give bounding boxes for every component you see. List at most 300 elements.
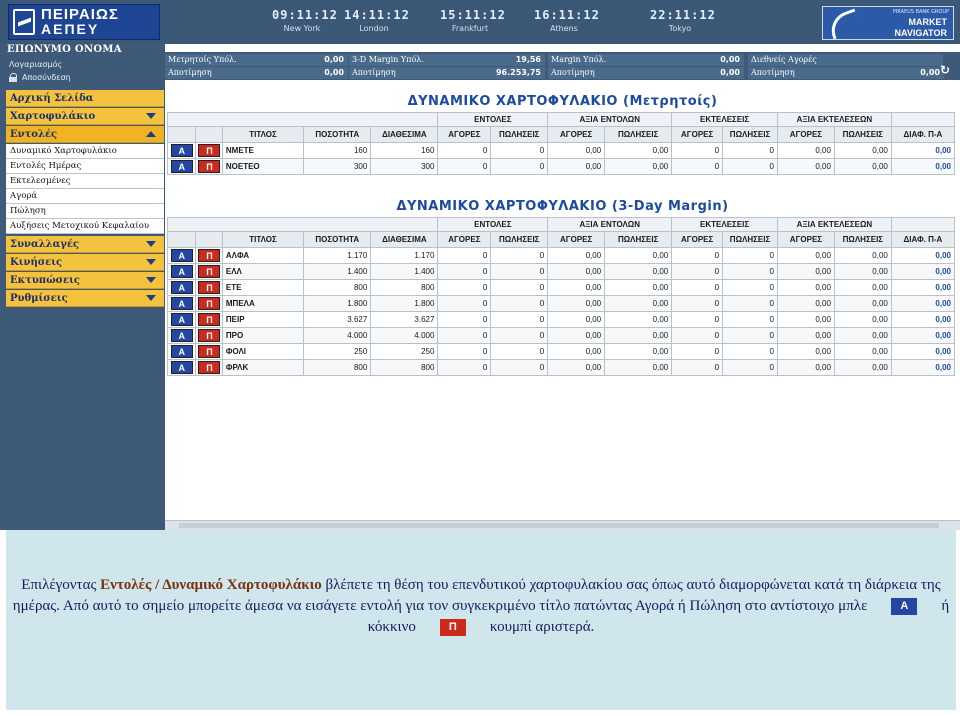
summary-label: Διεθνείς Αγορές: [748, 54, 943, 66]
column-header[interactable]: ΑΓΟΡΕΣ: [777, 127, 834, 143]
symbol-cell: ΦΟΛΙ: [222, 344, 303, 360]
world-clock: [534, 8, 600, 33]
margin-portfolio-table: [167, 217, 955, 376]
value-cell: 0: [672, 280, 723, 296]
menu-settings-label: Ρυθμίσεις: [10, 292, 68, 304]
value-cell: 0: [438, 248, 491, 264]
caption-part: Επιλέγοντας: [21, 577, 101, 593]
menu-settings[interactable]: [6, 290, 164, 307]
table-row: [168, 248, 955, 264]
clock-time: 16:11:12: [534, 8, 600, 22]
column-header[interactable]: ΠΟΣΟΤΗΤΑ: [304, 127, 371, 143]
value-cell: 0,00: [777, 248, 834, 264]
symbol-cell: ΝΟΕΤΕΟ: [222, 159, 303, 175]
world-clock: [272, 8, 338, 33]
summary-label: Αποτίμηση: [165, 67, 325, 79]
summary-label: Αποτίμηση: [548, 67, 703, 79]
value-cell: 0,00: [548, 248, 605, 264]
value-cell: 0: [491, 360, 548, 376]
value-cell: 0,00: [891, 360, 954, 376]
value-cell: 0,00: [605, 296, 672, 312]
column-header[interactable]: ΤΙΤΛΟΣ: [222, 232, 303, 248]
summary-value: 0,00: [865, 67, 944, 79]
value-cell: 1.800: [304, 296, 371, 312]
clock-time: 22:11:12: [650, 8, 716, 22]
value-cell: 0,00: [548, 280, 605, 296]
symbol-cell: ΜΠΕΛΑ: [222, 296, 303, 312]
value-cell: 0,00: [548, 143, 605, 159]
value-cell: 0,00: [891, 280, 954, 296]
sell-button[interactable]: Π: [198, 313, 220, 326]
logo-line1: ΠΕΙΡΑΙΩΣ: [41, 6, 119, 23]
column-header[interactable]: ΑΓΟΡΕΣ: [548, 232, 605, 248]
value-cell: 0: [672, 248, 723, 264]
submenu-item[interactable]: Αγορά: [6, 189, 164, 204]
symbol-cell: ΑΛΦΑ: [222, 248, 303, 264]
column-header[interactable]: ΑΓΟΡΕΣ: [438, 232, 491, 248]
submenu-item[interactable]: Εκτελεσμένες: [6, 174, 164, 189]
value-cell: 0,00: [605, 312, 672, 328]
sell-button[interactable]: Π: [198, 249, 220, 262]
sell-cell: [196, 264, 222, 280]
buy-button[interactable]: Α: [171, 281, 193, 294]
clock-time: 15:11:12: [440, 8, 506, 22]
symbol-cell: ΠΡΟ: [222, 328, 303, 344]
sell-cell: [196, 296, 222, 312]
column-header[interactable]: ΑΓΟΡΕΣ: [438, 127, 491, 143]
value-cell: 0: [723, 280, 778, 296]
sell-button[interactable]: Π: [198, 281, 220, 294]
table-row: [168, 296, 955, 312]
submenu-item[interactable]: Εντολές Ημέρας: [6, 159, 164, 174]
menu-portfolio-label: Χαρτοφυλάκιο: [10, 110, 96, 122]
menu-prints-label: Εκτυπώσεις: [10, 274, 81, 286]
clock-city: Frankfurt: [451, 24, 489, 33]
value-cell: 0: [672, 296, 723, 312]
value-cell: 0,00: [777, 312, 834, 328]
value-cell: 0,00: [777, 344, 834, 360]
value-cell: 0,00: [605, 159, 672, 175]
chevron-down-icon: [146, 113, 156, 119]
value-cell: 250: [371, 344, 438, 360]
logo-line2: ΑΕΠΕΥ: [41, 21, 100, 37]
value-cell: 0: [438, 344, 491, 360]
group-header-blank: [168, 113, 438, 127]
column-header-blank: [168, 127, 196, 143]
table-row: [168, 344, 955, 360]
group-header: ΑΞΙΑ ΕΚΤΕΛΕΣΕΩΝ: [777, 218, 891, 232]
balance-summary: [165, 52, 960, 80]
group-header: ΕΝΤΟΛΕΣ: [438, 218, 548, 232]
symbol-cell: ΠΕΙΡ: [222, 312, 303, 328]
value-cell: 1.400: [371, 264, 438, 280]
column-header-blank: [196, 232, 222, 248]
buy-button[interactable]: Α: [171, 265, 193, 278]
value-cell: 0,00: [834, 328, 891, 344]
clock-city: Tokyo: [668, 24, 692, 33]
value-cell: 0: [672, 143, 723, 159]
value-cell: 0,00: [605, 280, 672, 296]
value-cell: 0: [491, 248, 548, 264]
menu-transactions[interactable]: [6, 236, 164, 253]
value-cell: 3.627: [304, 312, 371, 328]
value-cell: 0: [672, 328, 723, 344]
value-cell: 800: [304, 360, 371, 376]
value-cell: 0: [723, 264, 778, 280]
buy-cell: [168, 296, 196, 312]
column-header[interactable]: ΠΩΛΗΣΕΙΣ: [491, 127, 548, 143]
submenu-item[interactable]: Δυναμικό Χαρτοφυλάκιο: [6, 144, 164, 159]
column-header[interactable]: ΔΙΑΘΕΣΙΜΑ: [371, 232, 438, 248]
summary-label: Αποτίμηση: [349, 67, 504, 79]
caption-panel: [6, 530, 956, 710]
column-header[interactable]: ΑΓΟΡΕΣ: [777, 232, 834, 248]
value-cell: 0,00: [891, 264, 954, 280]
sell-button[interactable]: Π: [198, 361, 220, 374]
value-cell: 0: [438, 264, 491, 280]
scrollbar-thumb[interactable]: [179, 523, 939, 528]
value-cell: 0: [723, 344, 778, 360]
column-header-row: [168, 127, 955, 143]
cash-portfolio-table: [167, 112, 955, 175]
buy-button[interactable]: Α: [171, 249, 193, 262]
company-name: ΕΠΩΝΥΜΟ ΟΝΟΜΑ: [7, 44, 122, 55]
sell-cell: [196, 280, 222, 296]
value-cell: 0: [438, 328, 491, 344]
buy-button[interactable]: Α: [171, 297, 193, 310]
caption-part: ή κόκκινο: [367, 598, 950, 635]
table-row: [168, 143, 955, 159]
value-cell: 4.000: [304, 328, 371, 344]
column-header[interactable]: ΑΓΟΡΕΣ: [548, 127, 605, 143]
summary-value: 96.253,75: [466, 67, 545, 79]
column-header[interactable]: ΠΩΛΗΣΕΙΣ: [834, 232, 891, 248]
summary-value: 19,56: [466, 54, 545, 66]
value-cell: 0: [672, 159, 723, 175]
buy-button[interactable]: Α: [171, 361, 193, 374]
menu-home[interactable]: [6, 90, 164, 107]
clock-city: Athens: [550, 24, 578, 33]
column-header[interactable]: ΤΙΤΛΟΣ: [222, 127, 303, 143]
world-clock: [650, 8, 716, 33]
menu-movements-label: Κινήσεις: [10, 256, 63, 268]
sell-cell: [196, 360, 222, 376]
value-cell: 0,00: [777, 264, 834, 280]
group-header: ΕΚΤΕΛΕΣΕΙΣ: [672, 113, 778, 127]
value-cell: 1.170: [304, 248, 371, 264]
symbol-cell: ΝΜΕΤΕ: [222, 143, 303, 159]
value-cell: 0,00: [777, 296, 834, 312]
value-cell: 0: [723, 143, 778, 159]
table-row: [168, 159, 955, 175]
value-cell: 0: [491, 312, 548, 328]
cash-portfolio-title: ΔΥΝΑΜΙΚΟ ΧΑΡΤΟΦΥΛΑΚΙΟ (Μετρητοίς): [407, 94, 718, 109]
value-cell: 0: [672, 344, 723, 360]
value-cell: 160: [304, 143, 371, 159]
value-cell: 0,00: [605, 360, 672, 376]
value-cell: 0: [438, 296, 491, 312]
caption-part: κουμπί αριστερά.: [489, 619, 595, 635]
buy-button[interactable]: Α: [171, 345, 193, 358]
value-cell: 0,00: [891, 312, 954, 328]
value-cell: 800: [304, 280, 371, 296]
menu-orders-label: Εντολές: [10, 128, 58, 140]
header: [0, 0, 960, 44]
margin-portfolio-title: ΔΥΝΑΜΙΚΟ ΧΑΡΤΟΦΥΛΑΚΙΟ (3-Day Margin): [396, 199, 729, 214]
sell-cell: [196, 159, 222, 175]
main-content: [165, 44, 960, 530]
value-cell: 0: [723, 248, 778, 264]
sidebar: [6, 44, 164, 530]
value-cell: 0: [672, 312, 723, 328]
summary-label: Μετρητοίς Υπόλ.: [165, 54, 325, 66]
buy-button[interactable]: Α: [171, 313, 193, 326]
column-header[interactable]: ΠΟΣΟΤΗΤΑ: [304, 232, 371, 248]
value-cell: 0,00: [605, 248, 672, 264]
world-clock: [344, 8, 410, 33]
menu-orders[interactable]: [6, 126, 164, 143]
value-cell: 0,00: [891, 328, 954, 344]
column-header[interactable]: ΠΩΛΗΣΕΙΣ: [723, 232, 778, 248]
value-cell: 0,00: [777, 280, 834, 296]
logout-link[interactable]: [6, 71, 164, 84]
symbol-cell: ΦΡΛΚ: [222, 360, 303, 376]
value-cell: 0,00: [605, 143, 672, 159]
logout-link-label: Αποσύνδεση: [22, 73, 71, 82]
column-header[interactable]: ΑΓΟΡΕΣ: [672, 127, 723, 143]
value-cell: 0: [672, 264, 723, 280]
value-cell: 0,00: [548, 296, 605, 312]
chevron-down-icon: [146, 295, 156, 301]
value-cell: 0,00: [548, 312, 605, 328]
value-cell: 0: [491, 159, 548, 175]
value-cell: 0: [723, 328, 778, 344]
caption-emphasis: Εντολές / Δυναμικό Χαρτοφυλάκιο: [100, 577, 322, 593]
value-cell: 0: [723, 360, 778, 376]
value-cell: 0,00: [834, 360, 891, 376]
sell-cell: [196, 328, 222, 344]
value-cell: 0: [438, 360, 491, 376]
value-cell: 0,00: [834, 159, 891, 175]
buy-button[interactable]: Α: [171, 144, 193, 157]
summary-label: Αποτίμηση: [748, 67, 903, 79]
sell-button[interactable]: Π: [198, 297, 220, 310]
value-cell: 250: [304, 344, 371, 360]
chevron-down-icon: [146, 277, 156, 283]
piraeus-logo[interactable]: [8, 4, 160, 40]
submenu-item[interactable]: Αυξήσεις Μετοχικού Κεφαλαίου: [6, 219, 164, 234]
table-row: [168, 264, 955, 280]
column-header[interactable]: ΠΩΛΗΣΕΙΣ: [723, 127, 778, 143]
menu-home-label: Αρχική Σελίδα: [10, 92, 94, 104]
value-cell: 1.800: [371, 296, 438, 312]
value-cell: 0,00: [605, 264, 672, 280]
column-header-blank: [168, 232, 196, 248]
buy-cell: [168, 248, 196, 264]
value-cell: 0,00: [834, 312, 891, 328]
symbol-cell: ΕΤΕ: [222, 280, 303, 296]
value-cell: 160: [371, 143, 438, 159]
value-cell: 0: [672, 360, 723, 376]
value-cell: 0: [491, 280, 548, 296]
menu-transactions-label: Συναλλαγές: [10, 238, 80, 250]
navigator-line1: MARKET: [908, 17, 947, 27]
column-header[interactable]: ΠΩΛΗΣΕΙΣ: [834, 127, 891, 143]
logo-mark-icon: [13, 9, 35, 35]
summary-value: 0,00: [287, 67, 348, 79]
value-cell: 4.000: [371, 328, 438, 344]
value-cell: 0,00: [777, 143, 834, 159]
value-cell: 0,00: [891, 143, 954, 159]
buy-cell: [168, 143, 196, 159]
market-navigator-logo[interactable]: [822, 6, 954, 40]
table-row: [168, 280, 955, 296]
buy-cell: [168, 159, 196, 175]
navigator-swoosh-icon: [826, 9, 862, 40]
value-cell: 1.400: [304, 264, 371, 280]
value-cell: 0: [723, 159, 778, 175]
summary-value: 0,00: [287, 54, 348, 66]
column-header[interactable]: ΑΓΟΡΕΣ: [672, 232, 723, 248]
menu-movements[interactable]: [6, 254, 164, 271]
clock-city: New York: [283, 24, 321, 33]
value-cell: 0: [438, 143, 491, 159]
account-link[interactable]: [6, 58, 164, 71]
submenu-item[interactable]: Πώληση: [6, 204, 164, 219]
horizontal-scrollbar[interactable]: [165, 520, 960, 530]
column-header[interactable]: ΔΙΑΘΕΣΙΜΑ: [371, 127, 438, 143]
column-header[interactable]: ΠΩΛΗΣΕΙΣ: [605, 127, 672, 143]
buy-button[interactable]: Α: [171, 329, 193, 342]
refresh-icon[interactable]: ↻: [940, 63, 951, 77]
sell-cell: [196, 312, 222, 328]
value-cell: 0,00: [548, 159, 605, 175]
clock-time: 14:11:12: [344, 8, 410, 22]
value-cell: 0: [723, 296, 778, 312]
navigator-line2: NAVIGATOR: [894, 28, 947, 38]
table-row: [168, 312, 955, 328]
caption-part: βλέπετε τη θέση του επενδυτικού χαρτοφυλακίου σας όπως αυτό διαμορφώνεται κατά τη διάρκεια της ημέρας. Από αυτό το σημείο μπορείτε άμεσα να εισάγετε εντολή για τον συγκεκριμένο τίτλο πατώντας Αγορά ή Πώληση στο αντίστοιχο μπλε: [12, 577, 941, 614]
menu-portfolio[interactable]: [6, 108, 164, 125]
value-cell: 0,00: [834, 296, 891, 312]
column-header[interactable]: ΔΙΑΦ. Π-Α: [891, 232, 954, 248]
column-header-row: [168, 232, 955, 248]
column-header[interactable]: ΠΩΛΗΣΕΙΣ: [605, 232, 672, 248]
sell-button[interactable]: Π: [198, 144, 220, 157]
group-header-row: [168, 218, 955, 232]
lock-icon: [9, 73, 18, 82]
group-header: ΑΞΙΑ ΕΝΤΟΛΩΝ: [548, 218, 672, 232]
summary-label: Margin Υπόλ.: [548, 54, 703, 66]
summary-label: 3-D Margin Υπόλ.: [349, 54, 504, 66]
value-cell: 3.627: [371, 312, 438, 328]
value-cell: 300: [304, 159, 371, 175]
value-cell: 0,00: [777, 360, 834, 376]
caption-buy-button: Α: [891, 598, 917, 615]
value-cell: 800: [371, 360, 438, 376]
group-header-row: [168, 113, 955, 127]
value-cell: 0,00: [777, 159, 834, 175]
value-cell: 0,00: [548, 344, 605, 360]
value-cell: 0,00: [777, 328, 834, 344]
value-cell: 0: [438, 280, 491, 296]
value-cell: 0,00: [834, 143, 891, 159]
symbol-cell: ΕΛΛ: [222, 264, 303, 280]
group-header: ΑΞΙΑ ΕΚΤΕΛΕΣΕΩΝ: [777, 113, 891, 127]
chevron-up-icon: [146, 131, 156, 137]
sell-button[interactable]: Π: [198, 345, 220, 358]
group-header-blank: [891, 218, 954, 232]
group-header-blank: [891, 113, 954, 127]
sell-button[interactable]: Π: [198, 329, 220, 342]
value-cell: 0: [723, 312, 778, 328]
value-cell: 0,00: [605, 328, 672, 344]
value-cell: 0: [491, 328, 548, 344]
value-cell: 0,00: [891, 296, 954, 312]
account-link-label: Λογαριασμός: [9, 60, 63, 69]
value-cell: 0,00: [834, 344, 891, 360]
chevron-down-icon: [146, 241, 156, 247]
value-cell: 800: [371, 280, 438, 296]
value-cell: 0: [438, 159, 491, 175]
group-header: ΕΝΤΟΛΕΣ: [438, 113, 548, 127]
value-cell: 300: [371, 159, 438, 175]
table-row: [168, 360, 955, 376]
value-cell: 1.170: [371, 248, 438, 264]
buy-cell: [168, 264, 196, 280]
sell-button[interactable]: Π: [198, 160, 220, 173]
value-cell: 0: [491, 344, 548, 360]
value-cell: 0: [491, 143, 548, 159]
value-cell: 0,00: [548, 360, 605, 376]
sell-cell: [196, 143, 222, 159]
clock-time: 09:11:12: [272, 8, 338, 22]
group-header: ΑΞΙΑ ΕΝΤΟΛΩΝ: [548, 113, 672, 127]
column-header[interactable]: ΔΙΑΦ. Π-Α: [891, 127, 954, 143]
orders-submenu: [6, 144, 164, 234]
sell-cell: [196, 344, 222, 360]
buy-button[interactable]: Α: [171, 160, 193, 173]
value-cell: 0,00: [834, 248, 891, 264]
summary-value: 0,00: [665, 67, 744, 79]
value-cell: 0,00: [605, 344, 672, 360]
sell-button[interactable]: Π: [198, 265, 220, 278]
buy-cell: [168, 328, 196, 344]
column-header-blank: [196, 127, 222, 143]
value-cell: 0: [438, 312, 491, 328]
buy-cell: [168, 344, 196, 360]
buy-cell: [168, 280, 196, 296]
value-cell: 0,00: [891, 248, 954, 264]
value-cell: 0,00: [891, 344, 954, 360]
navigator-group: PIRAEUS BANK GROUP: [892, 9, 949, 15]
value-cell: 0,00: [834, 280, 891, 296]
column-header[interactable]: ΠΩΛΗΣΕΙΣ: [491, 232, 548, 248]
value-cell: 0: [491, 296, 548, 312]
clock-city: London: [359, 24, 389, 33]
value-cell: 0: [491, 264, 548, 280]
menu-prints[interactable]: [6, 272, 164, 289]
value-cell: 0,00: [834, 264, 891, 280]
caption-sell-button: Π: [440, 619, 466, 636]
sell-cell: [196, 248, 222, 264]
value-cell: 0,00: [548, 264, 605, 280]
chevron-down-icon: [146, 259, 156, 265]
buy-cell: [168, 312, 196, 328]
value-cell: 0,00: [548, 328, 605, 344]
caption-text: [6, 575, 956, 638]
buy-cell: [168, 360, 196, 376]
